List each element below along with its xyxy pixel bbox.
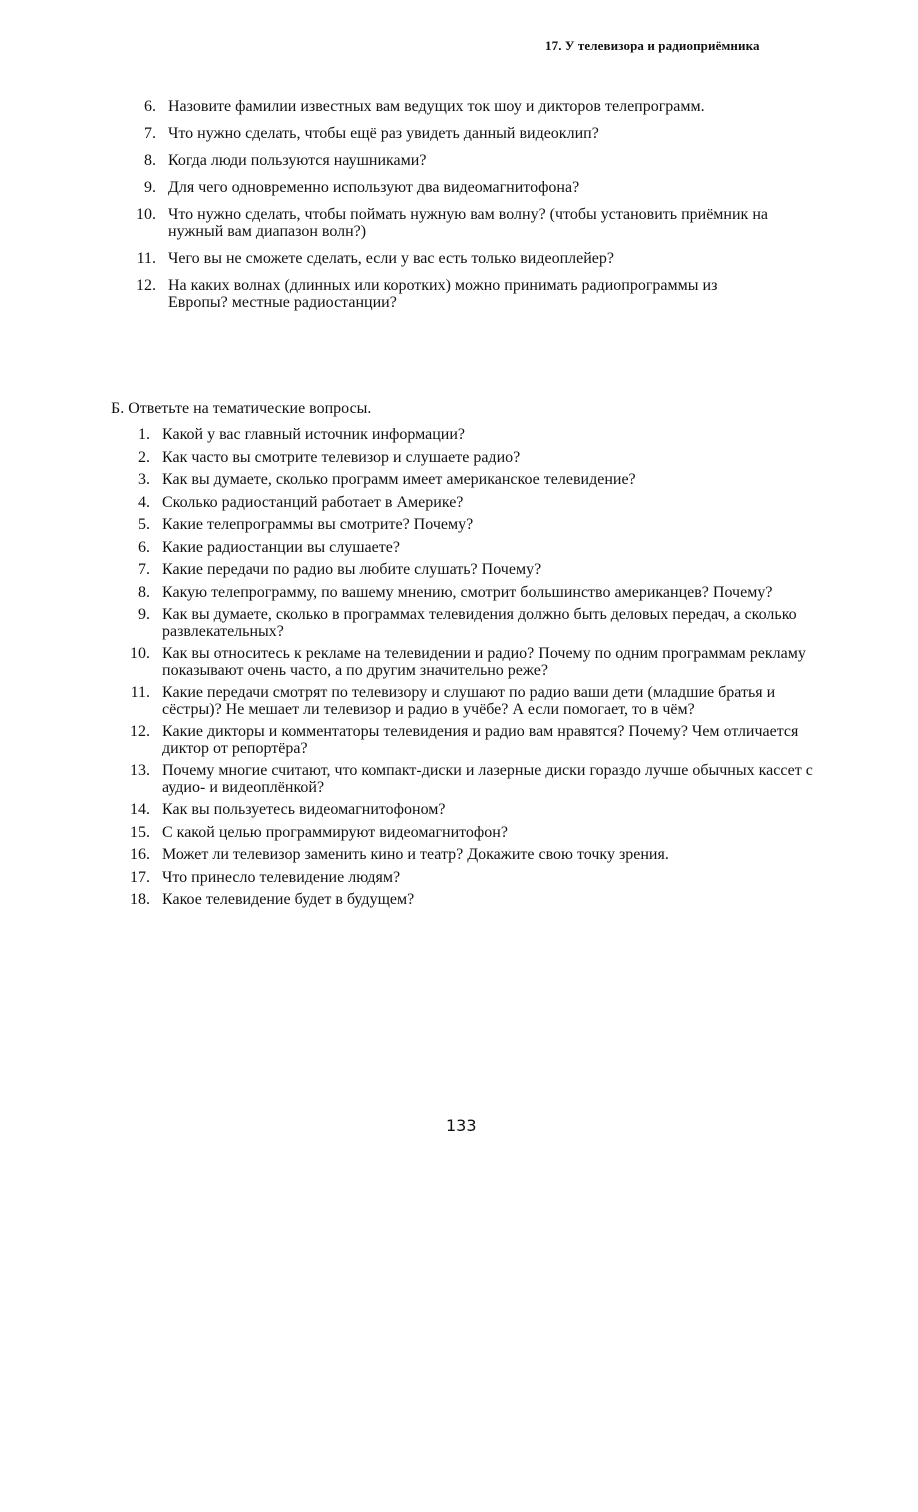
list-item: [118, 763, 818, 796]
item-text: С какой целью программируют видеомагнитофон?: [162, 823, 508, 841]
page-number: 133: [446, 1116, 477, 1135]
list-item: [118, 802, 818, 819]
item-number: 2.: [138, 448, 150, 466]
item-text: Как вы относитесь к рекламе на телевидении и радио? Почему по одним программам рекламу показывают очень часто, а по другим значительно реже?: [162, 645, 806, 679]
item-number: 13.: [130, 762, 150, 779]
list-item: [124, 250, 774, 267]
list-item: [118, 427, 818, 444]
item-number: 10.: [130, 645, 150, 662]
list-item: [118, 685, 818, 718]
item-number: 18.: [130, 891, 150, 908]
item-text: Сколько радиостанций работает в Америке?: [162, 493, 464, 511]
list-item: [118, 450, 818, 467]
list-item: [124, 179, 774, 196]
list-item: [118, 892, 818, 909]
item-text: Как вы думаете, сколько в программах телевидения должно быть деловых передач, а сколько развлекательных?: [162, 606, 797, 640]
item-number: 10.: [136, 206, 156, 223]
question-list-b: [118, 427, 818, 915]
item-text: Как часто вы смотрите телевизор и слушаете радио?: [162, 448, 521, 466]
item-text: Что нужно сделать, чтобы поймать нужную вам волну? (чтобы установить приёмник на нужный вам диапазон волн?): [168, 206, 768, 240]
item-text: Назовите фамилии известных вам ведущих ток шоу и дикторов телепрограмм.: [168, 98, 705, 115]
item-number: 6.: [138, 538, 150, 556]
item-text: Какие дикторы и комментаторы телевидения и радио вам нравятся? Почему? Чем отличается диктор от репортёра?: [162, 723, 799, 757]
item-text: Чего вы не сможете сделать, если у вас есть только видеоплейер?: [168, 250, 614, 267]
item-number: 1.: [138, 426, 150, 443]
item-number: 3.: [138, 471, 150, 488]
item-text: Когда люди пользуются наушниками?: [168, 152, 427, 169]
list-item: [118, 847, 818, 864]
section-b-heading: Б. Ответьте на тематические вопросы.: [111, 400, 372, 417]
item-number: 11.: [130, 684, 150, 701]
item-text: Какую телепрограмму, по вашему мнению, смотрит большинство американцев? Почему?: [162, 583, 773, 601]
list-item: [124, 125, 774, 142]
item-text: Какие телепрограммы вы смотрите? Почему?: [162, 516, 474, 533]
item-text: Может ли телевизор заменить кино и театр? Докажите свою точку зрения.: [162, 846, 669, 863]
item-text: Какой у вас главный источник информации?: [162, 426, 466, 443]
item-number: 5.: [138, 516, 150, 533]
running-header: 17. У телевизора и радиоприёмника: [545, 38, 760, 53]
item-number: 14.: [130, 801, 150, 818]
item-text: Почему многие считают, что компакт-диски и лазерные диски гораздо лучше обычных кассет с аудио- и видеоплёнкой?: [162, 762, 813, 796]
item-number: 6.: [144, 98, 156, 115]
item-number: 9.: [144, 179, 156, 196]
item-text: Какие передачи по радио вы любите слушать? Почему?: [162, 561, 542, 578]
item-text: Что принесло телевидение людям?: [162, 868, 401, 886]
list-item: [118, 724, 818, 757]
list-item: [118, 495, 818, 512]
item-number: 7.: [144, 125, 156, 142]
item-number: 16.: [130, 846, 150, 863]
item-text: Какие радиостанции вы слушаете?: [162, 538, 400, 556]
list-item: [124, 152, 774, 169]
list-item: [118, 562, 818, 579]
list-item: [118, 607, 818, 640]
list-item: [118, 870, 818, 887]
item-number: 8.: [144, 152, 156, 169]
list-item: [118, 472, 818, 489]
list-item: [118, 540, 818, 557]
list-item: [118, 646, 818, 679]
list-item: [118, 517, 818, 534]
item-number: 4.: [138, 493, 150, 511]
item-text: Какие передачи смотрят по телевизору и слушают по радио ваши дети (младшие братья и сёстры)? Не мешает ли телевизор и радио в учёбе? А если помогает, то в чём?: [162, 684, 776, 718]
item-number: 7.: [138, 561, 150, 578]
item-number: 12.: [136, 277, 156, 294]
item-text: Как вы думаете, сколько программ имеет американское телевидение?: [162, 471, 636, 488]
item-number: 17.: [130, 868, 150, 886]
item-text: Что нужно сделать, чтобы ещё раз увидеть данный видеоклип?: [168, 125, 599, 142]
list-item: [124, 206, 774, 240]
item-number: 9.: [138, 606, 150, 623]
item-text: На каких волнах (длинных или коротких) можно принимать радиопрограммы из Европы? местные радиостанции?: [168, 277, 718, 311]
item-number: 15.: [130, 823, 150, 841]
question-list-a: [124, 98, 774, 321]
list-item: [118, 585, 818, 602]
item-number: 12.: [130, 723, 150, 740]
item-number: 11.: [136, 250, 156, 267]
list-item: [118, 825, 818, 842]
item-text: Для чего одновременно используют два видеомагнитофона?: [168, 179, 580, 196]
list-item: [124, 277, 774, 311]
item-number: 8.: [138, 583, 150, 601]
item-text: Какое телевидение будет в будущем?: [162, 891, 415, 908]
list-item: [124, 98, 774, 115]
item-text: Как вы пользуетесь видеомагнитофоном?: [162, 801, 446, 818]
